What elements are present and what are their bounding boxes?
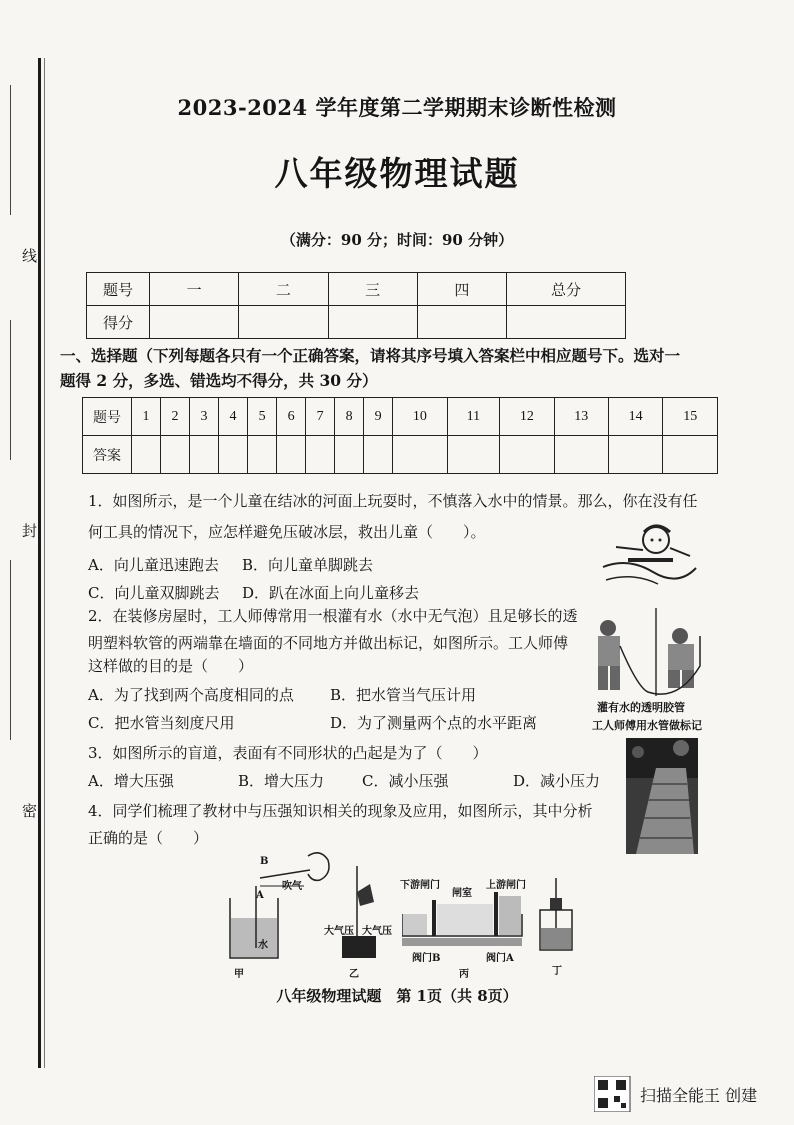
- answer-cell-6[interactable]: [277, 436, 306, 474]
- q2-option-c: C．把水管当刻度尺用: [88, 714, 235, 732]
- q3-option-c: C．减小压强: [362, 772, 449, 790]
- score-head: 四: [417, 273, 506, 306]
- binding-border-inner: [44, 58, 45, 1068]
- q4-figure-yi: [330, 862, 400, 962]
- score-head: 二: [239, 273, 328, 306]
- exam-title: 2023-2024 学年度第二学期期末诊断性检测: [177, 95, 617, 120]
- q2-option-b: B．把水管当气压计用: [330, 686, 477, 704]
- q1-option-d: D．趴在冰面上向儿童移去: [242, 584, 420, 602]
- q1-option-b: B．向儿童单脚跳去: [242, 556, 374, 574]
- q2-stem: 这样做的目的是（ ）: [88, 657, 254, 675]
- q2-stem: 明塑料软管的两端靠在墙面的不同地方并做出标记，如图所示。工人师傅: [88, 634, 569, 652]
- score-head: 总分: [507, 273, 626, 306]
- section1-instructions: [60, 343, 720, 393]
- answer-number-6: 6: [277, 398, 306, 436]
- q4-figure-ding: [534, 876, 578, 956]
- q4-stem: 正确的是（ ）: [88, 829, 209, 847]
- answer-cell-5[interactable]: [248, 436, 277, 474]
- fig-label-yi: 乙: [349, 969, 359, 980]
- binding-dash: [10, 320, 11, 460]
- answer-cell-1[interactable]: [132, 436, 161, 474]
- answer-cell-12[interactable]: [500, 436, 554, 474]
- answer-cell-7[interactable]: [306, 436, 335, 474]
- answer-cell-13[interactable]: [554, 436, 608, 474]
- answer-number-1: 1: [132, 398, 161, 436]
- fig-label-A: A: [256, 890, 264, 901]
- q2-workers-figure: [588, 606, 713, 698]
- fig-label-water: 水: [258, 940, 268, 951]
- answer-number-2: 2: [161, 398, 190, 436]
- answer-number-4: 4: [219, 398, 248, 436]
- section1-line: 题得 2 分，多选、错选均不得分，共 30 分）: [60, 371, 378, 390]
- fig-label-blow: 吹气: [282, 881, 302, 892]
- score-head: 三: [328, 273, 417, 306]
- section1-line: 一、选择题（下列每题各只有一个正确答案，请将其序号填入答案栏中相应题号下。选对一: [60, 346, 681, 365]
- subject-title: 八年级物理试题: [274, 154, 520, 193]
- fig-label-jia: 甲: [234, 969, 244, 980]
- side-label-xian: 线: [22, 247, 38, 265]
- answer-table: [82, 397, 718, 474]
- q1-stem: 何工具的情况下，应怎样避免压破冰层，救出儿童（ ）。: [88, 523, 486, 541]
- score-table: [86, 272, 626, 339]
- binding-dash: [10, 560, 11, 740]
- answer-number-8: 8: [335, 398, 364, 436]
- answer-cell-3[interactable]: [190, 436, 219, 474]
- q4-figure-jia: [220, 848, 340, 968]
- watermark-text: 扫描全能王 创建: [640, 1086, 758, 1105]
- binding-border: [38, 58, 41, 1068]
- side-label-mi: 密: [22, 802, 38, 820]
- answer-cell-9[interactable]: [364, 436, 393, 474]
- fig-label-B: B: [260, 856, 269, 867]
- answer-cell-15[interactable]: [663, 436, 718, 474]
- q1-stem: 1．如图所示，是一个儿童在结冰的河面上玩耍时，不慎落入水中的情景。那么，你在没有任: [88, 492, 698, 510]
- fig-label-valve-a: 阀门A: [486, 953, 514, 964]
- answer-number-12: 12: [500, 398, 554, 436]
- answer-cell-4[interactable]: [219, 436, 248, 474]
- q1-option-c: C．向儿童双脚跳去: [88, 584, 220, 602]
- fig-label-chamber: 闸室: [452, 888, 472, 899]
- answer-number-13: 13: [554, 398, 608, 436]
- answer-head-label: 题号: [83, 398, 132, 436]
- fig-label-down-gate: 下游闸门: [400, 880, 440, 891]
- answer-cell-14[interactable]: [608, 436, 662, 474]
- side-label-feng: 封: [22, 522, 38, 540]
- q3-option-d: D．减小压力: [513, 772, 601, 790]
- answer-number-14: 14: [608, 398, 662, 436]
- score-cell[interactable]: [239, 306, 328, 339]
- score-head: 一: [150, 273, 239, 306]
- answer-cell-8[interactable]: [335, 436, 364, 474]
- q3-option-b: B．增大压力: [238, 772, 325, 790]
- fig-label-valve-b: 阀门B: [412, 953, 441, 964]
- answer-cell-2[interactable]: [161, 436, 190, 474]
- answer-number-7: 7: [306, 398, 335, 436]
- scanner-logo-icon: [594, 1076, 636, 1112]
- score-cell[interactable]: [150, 306, 239, 339]
- q3-option-a: A．增大压强: [88, 772, 174, 790]
- fig-label-atm1: 大气压: [324, 926, 354, 937]
- score-row-label: 得分: [87, 306, 150, 339]
- answer-cell-11[interactable]: [447, 436, 500, 474]
- exam-info: （满分：90 分；时间：90 分钟）: [280, 231, 514, 249]
- q1-ice-child-figure: [598, 512, 698, 592]
- fig-label-up-gate: 上游闸门: [486, 880, 526, 891]
- answer-number-10: 10: [393, 398, 447, 436]
- q3-tactile-paving-photo: [626, 738, 698, 854]
- fig-label-ding: 丁: [552, 966, 562, 977]
- answer-number-5: 5: [248, 398, 277, 436]
- fig-label-bing: 丙: [459, 969, 469, 980]
- score-cell[interactable]: [417, 306, 506, 339]
- answer-number-15: 15: [663, 398, 718, 436]
- q2-stem: 2．在装修房屋时，工人师傅常用一根灌有水（水中无气泡）且足够长的透: [88, 607, 578, 625]
- answer-number-3: 3: [190, 398, 219, 436]
- q2-caption: 灌有水的透明胶管: [597, 701, 685, 714]
- q2-option-a: A．为了找到两个高度相同的点: [88, 686, 294, 704]
- answer-cell-10[interactable]: [393, 436, 447, 474]
- q1-option-a: A．向儿童迅速跑去: [88, 556, 219, 574]
- fig-label-atm2: 大气压: [362, 926, 392, 937]
- page-footer: 八年级物理试题 第 1页（共 8页）: [276, 987, 518, 1005]
- answer-number-9: 9: [364, 398, 393, 436]
- answer-row-label: 答案: [83, 436, 132, 474]
- q2-option-d: D．为了测量两个点的水平距离: [330, 714, 538, 732]
- q4-stem: 4．同学们梳理了教材中与压强知识相关的现象及应用，如图所示，其中分析: [88, 802, 593, 820]
- answer-number-11: 11: [447, 398, 500, 436]
- score-head: 题号: [87, 273, 150, 306]
- q2-caption: 工人师傅用水管做标记: [592, 719, 702, 732]
- score-cell[interactable]: [328, 306, 417, 339]
- q3-stem: 3．如图所示的盲道，表面有不同形状的凸起是为了（ ）: [88, 744, 488, 762]
- score-cell[interactable]: [507, 306, 626, 339]
